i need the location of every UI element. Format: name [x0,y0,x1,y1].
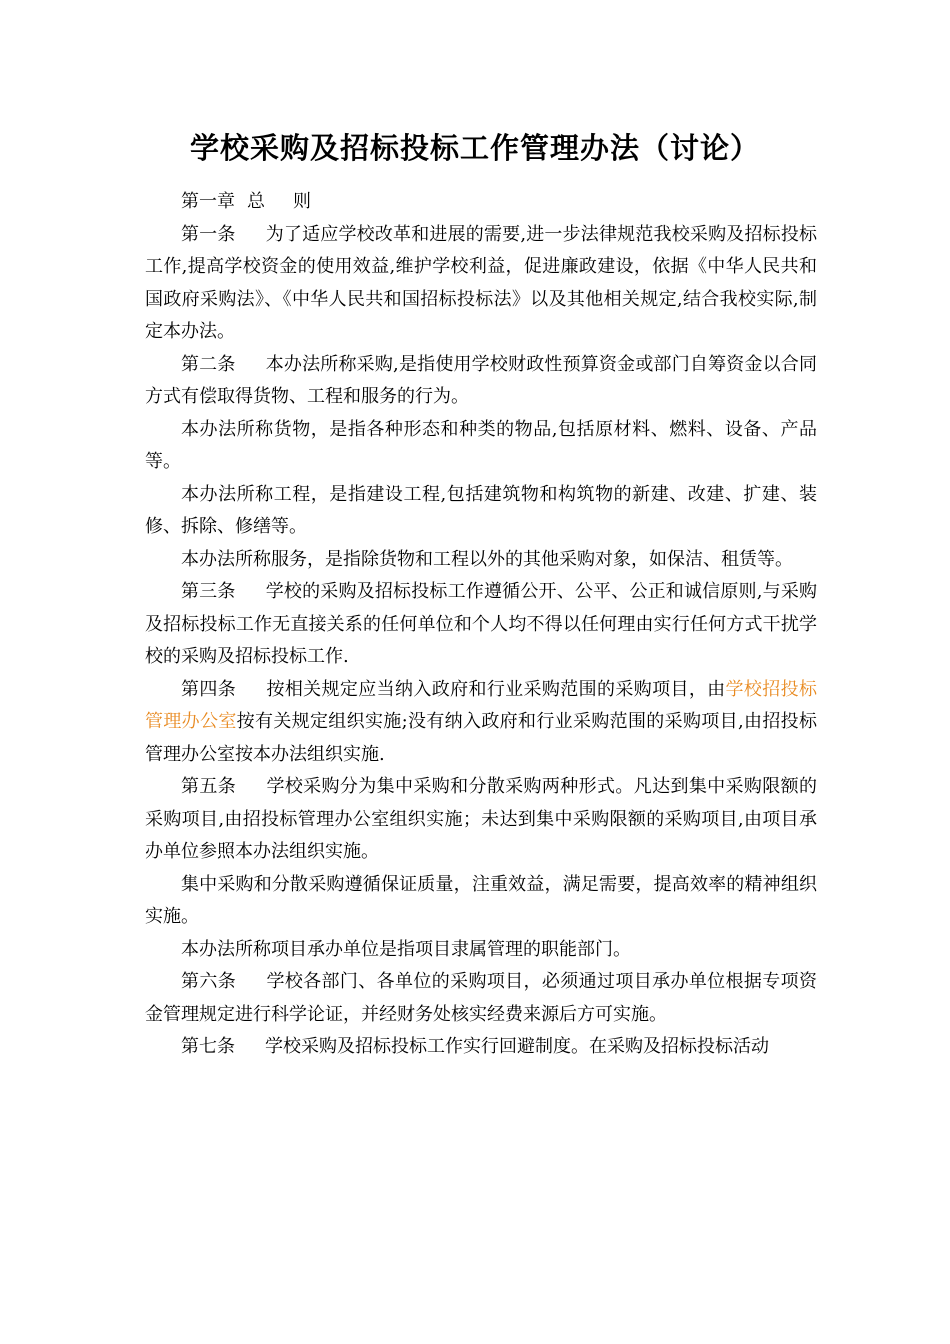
article-4 [145,674,817,772]
article-text: 学校的采购及招标投标工作遵循公开、公平、公正和诚信原则,与采购及招标投标工作无直接关系的任何单位和个人均不得以任何理由实行任何方式干扰学校的采购及招标投标工作. [145,581,818,667]
paragraph-text: 本办法所称项目承办单位是指项目隶属管理的职能部门。 [181,938,631,960]
article-1 [145,219,817,349]
paragraph-text: 集中采购和分散采购遵循保证质量，注重效益，满足需要，提高效率的精神组织实施。 [145,873,817,927]
chapter-title-part2: 则 [293,191,311,212]
article-text: 学校采购及招标投标工作实行回避制度。在采购及招标投标活动 [265,1036,769,1057]
article-label: 第三条 [181,581,236,602]
article-label: 第二条 [181,353,236,375]
article-label: 第四条 [181,678,237,700]
article-label: 第一条 [181,223,236,245]
chapter-number: 第一章 [181,191,235,212]
article-text: 本办法所称采购,是指使用学校财政性预算资金或部门自筹资金以合同方式有偿取得货物、工程和服务的行为。 [145,353,818,407]
article-text-after: 按有关规定组织实施;没有纳入政府和行业采购范围的采购项目,由招投标管理办公室按本办法组织实施. [145,711,817,765]
paragraph-undertaking-unit [145,934,817,967]
paragraph-services [145,544,817,577]
article-5 [145,771,817,869]
paragraph-goods [145,414,817,479]
paragraph-principles [145,869,817,934]
article-2 [145,349,817,414]
article-3 [145,576,817,674]
article-text: 学校各部门、各单位的采购项目，必须通过项目承办单位根据专项资金管理规定进行科学论证，并经财务处核实经费来源后方可实施。 [145,971,817,1025]
document-body [145,186,817,1064]
document-title: 学校采购及招标投标工作管理办法（讨论） [189,131,760,165]
highlighted-text: 学校招投标管理办公室 [145,678,818,732]
article-text: 为了适应学校改革和进展的需要,进一步法律规范我校采购及招标投标工作,提高学校资金的使用效益,维护学校利益，促进廉政建设，依据《中华人民共和国政府采购法》、《中华人民共和国招标投标法》以及其他相关规定,结合我校实际,制定本办法。 [145,223,818,342]
chapter-heading [145,186,817,219]
article-7 [145,1031,817,1064]
article-label: 第六条 [181,971,237,992]
paragraph-text: 本办法所称货物，是指各种形态和种类的物品,包括原材料、燃料、设备、产品等。 [145,418,817,472]
article-label: 第五条 [181,776,237,797]
chapter-title-part1: 总 [247,191,265,212]
paragraph-text: 本办法所称工程，是指建设工程,包括建筑物和构筑物的新建、改建、扩建、装修、拆除、修缮等。 [145,483,817,537]
paragraph-text: 本办法所称服务，是指除货物和工程以外的其他采购对象，如保洁、租赁等。 [181,548,793,570]
article-6 [145,966,817,1031]
article-label: 第七条 [181,1036,235,1057]
article-text: 学校采购分为集中采购和分散采购两种形式。凡达到集中采购限额的采购项目,由招投标管理办公室组织实施；未达到集中采购限额的采购项目,由项目承办单位参照本办法组织实施。 [145,776,817,862]
paragraph-works [145,479,817,544]
article-text-before: 按相关规定应当纳入政府和行业采购范围的采购项目，由 [266,678,726,700]
